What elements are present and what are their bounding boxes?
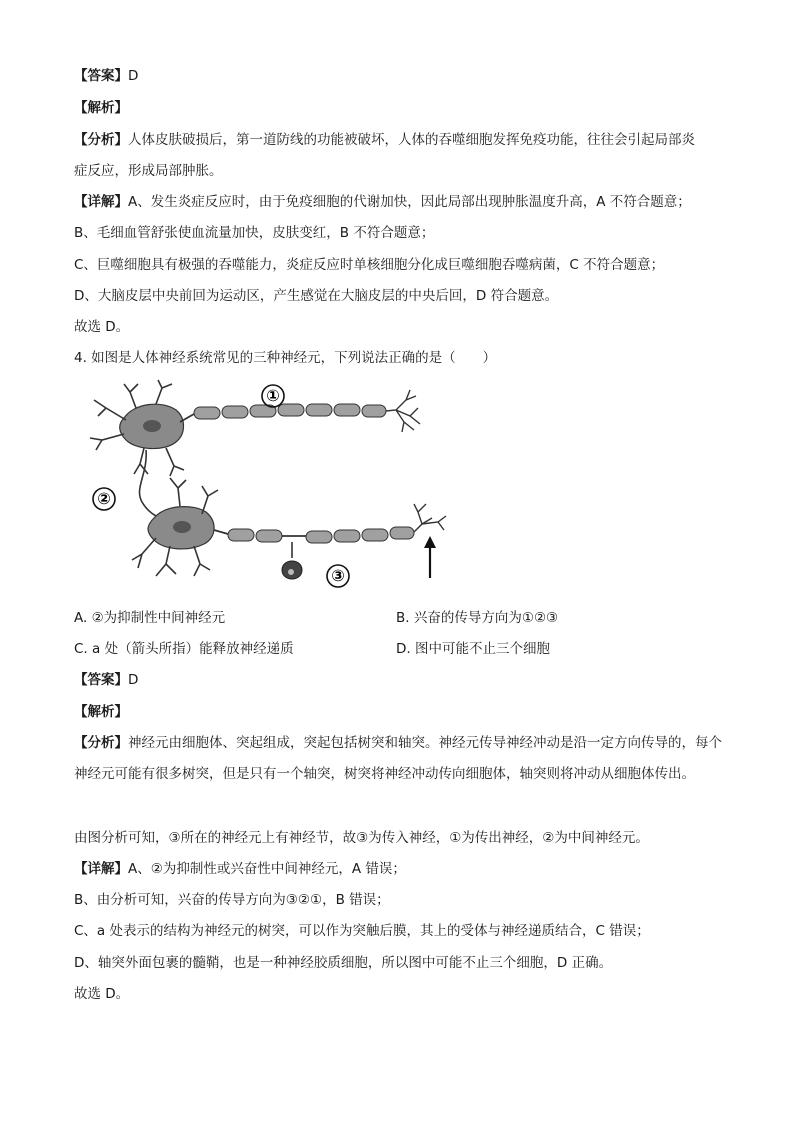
xiangjie-line-2d [74, 953, 734, 973]
conclusion-text: 故选 D。 [74, 319, 130, 335]
conclusion-1 [74, 317, 734, 337]
conclusion-2-text: 故选 D。 [74, 986, 130, 1002]
neuron-diagram-svg [84, 378, 456, 592]
fenxi-text-2: 神经元由细胞体、突起组成，突起包括树突和轴突。神经元传导神经冲动是沿一定方向传导的，每个神经元可能有很多树突，但是只有一个轴突，树突将神经冲动传向细胞体，轴突则将冲动从细胞体传出。 [74, 735, 722, 782]
figure-analysis-line [74, 828, 734, 848]
label-two: ② [97, 489, 111, 508]
option-b-text: B. 兴奋的传导方向为①②③ [396, 610, 559, 626]
answer-line-1 [74, 66, 734, 86]
arrow-a [424, 536, 436, 578]
label-three: ③ [331, 566, 345, 585]
answer-value-2: D [128, 672, 139, 688]
xiangjie-line-2a [74, 859, 734, 879]
analysis-heading-2 [74, 702, 734, 722]
fenxi-line-1b [74, 161, 734, 181]
option-d-text: D. 图中可能不止三个细胞 [396, 641, 550, 657]
fenxi-text: 人体皮肤破损后，第一道防线的功能被破坏，人体的吞噬细胞发挥免疫功能，往往会引起局部炎 [128, 132, 695, 148]
xiangjie-a: A、发生炎症反应时，由于免疫细胞的代谢加快，因此局部出现肿胀温度升高，A 不符合题意； [128, 194, 691, 210]
question-stem [74, 348, 734, 368]
neuron-diagram [84, 378, 456, 592]
xiangjie-b: B、毛细血管舒张使血流量加快，皮肤变红，B 不符合题意； [74, 225, 435, 241]
xiangjie-line-1c [74, 255, 734, 275]
fenxi-line-1a [74, 130, 734, 150]
xiangjie-line-1d [74, 286, 734, 306]
fenxi-block-2 [74, 728, 734, 790]
xiangjie-2d: D、轴突外面包裹的髓鞘，也是一种神经胶质细胞，所以图中可能不止三个细胞，D 正确。 [74, 955, 613, 971]
xiangjie-line-1b [74, 223, 734, 243]
neuron-three-axon [214, 504, 446, 543]
answer-line-2 [74, 670, 734, 690]
option-a [74, 608, 225, 628]
fenxi-tag-2: 【分析】 [74, 735, 128, 751]
neuron-three-ganglion [282, 542, 302, 579]
xiangjie-line-2c [74, 921, 734, 941]
analysis-heading-2-text: 【解析】 [74, 704, 128, 720]
option-a-text: A. ②为抑制性中间神经元 [74, 610, 226, 626]
xiangjie-2c: C、a 处表示的结构为神经元的树突，可以作为突触后膜，其上的受体与神经递质结合，C 错误； [74, 923, 650, 939]
xiangjie-c: C、巨噬细胞具有极强的吞噬能力，炎症反应时单核细胞分化成巨噬细胞吞噬病菌，C 不符合题意； [74, 257, 665, 273]
option-d [396, 639, 550, 659]
neuron-two-cell-body [132, 478, 218, 576]
xiangjie-tag: 【详解】 [74, 194, 128, 210]
xiangjie-line-2b [74, 890, 734, 910]
question-stem-text: 4. 如图是人体神经系统常见的三种神经元，下列说法正确的是（ ） [74, 350, 497, 366]
xiangjie-2a: A、②为抑制性或兴奋性中间神经元，A 错误； [128, 861, 406, 877]
xiangjie-2b: B、由分析可知，兴奋的传导方向为③②①，B 错误； [74, 892, 390, 908]
analysis-heading: 【解析】 [74, 100, 128, 116]
option-c [74, 639, 294, 659]
option-c-text: C. a 处（箭头所指）能释放神经递质 [74, 641, 294, 657]
xiangjie-tag-2: 【详解】 [74, 861, 128, 877]
fenxi-text-cont: 症反应，形成局部肿胀。 [74, 163, 223, 179]
xiangjie-d: D、大脑皮层中央前回为运动区，产生感觉在大脑皮层的中央后回，D 符合题意。 [74, 288, 559, 304]
analysis-heading-1 [74, 98, 734, 118]
answer-value: D [128, 68, 139, 84]
neuron-one-axon [180, 390, 420, 432]
conclusion-2 [74, 984, 734, 1004]
fenxi-tag: 【分析】 [74, 132, 128, 148]
label-one: ① [266, 386, 280, 405]
option-b [396, 608, 558, 628]
xiangjie-line-1a [74, 192, 734, 212]
answer-tag: 【答案】 [74, 68, 128, 84]
answer-tag-2: 【答案】 [74, 672, 128, 688]
figure-analysis-text: 由图分析可知，③所在的神经元上有神经节，故③为传入神经，①为传出神经，②为中间神经元。 [74, 830, 649, 846]
neuron-one-cell-body [90, 380, 184, 476]
